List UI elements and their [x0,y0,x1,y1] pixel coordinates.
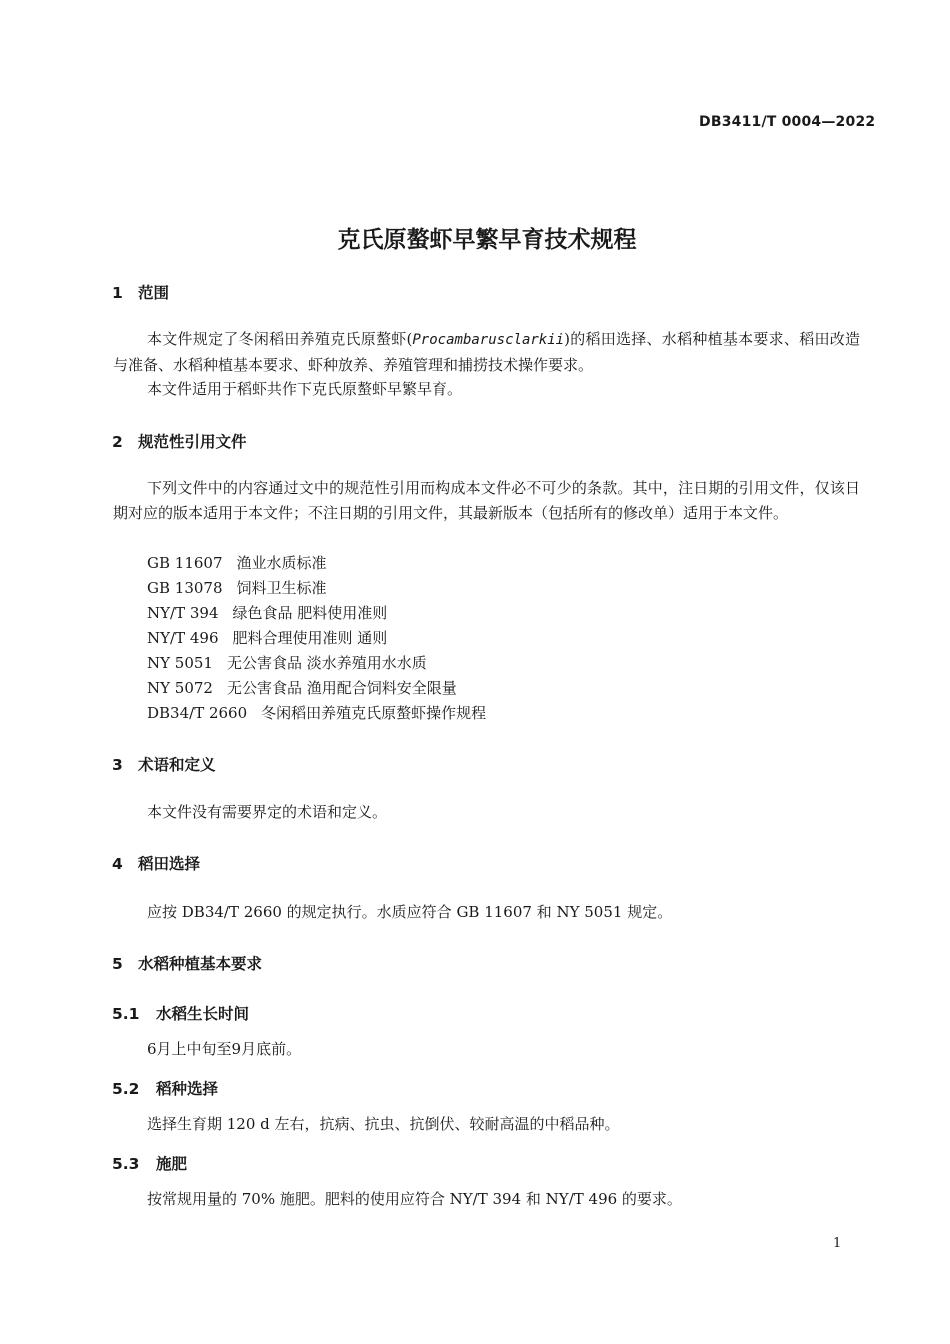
section-number: 3 [112,756,123,774]
section-number: 1 [112,284,123,302]
subsection-5-3-heading [112,1152,187,1174]
reference-name: 绿色食品 肥料使用准则 [232,604,388,622]
subsection-number: 5.1 [112,1005,140,1023]
text-run: 本文件规定了冬闲稻田养殖克氏原螯虾( [147,330,413,348]
subsection-number: 5.2 [112,1080,140,1098]
section-title: 范围 [138,284,170,302]
subsection-number: 5.3 [112,1155,140,1173]
reference-code: NY 5051 [147,654,213,672]
reference-code: NY 5072 [147,679,213,697]
reference-item [147,677,457,698]
reference-code: GB 11607 [147,554,223,572]
section-1-heading [112,281,169,303]
section-title: 稻田选择 [138,855,201,873]
reference-item [147,552,327,573]
reference-code: NY/T 394 [147,604,219,622]
reference-item [147,577,327,598]
reference-item [147,602,387,623]
reference-code: NY/T 496 [147,629,219,647]
section-4-heading [112,852,200,874]
reference-code: DB34/T 2660 [147,704,248,722]
text-run: )的稻田选择、水稻种植基本要求、稻田改造与准备、水稻种植基本要求、虾种放养、养殖管理和捕捞技术操作要求。 [113,330,860,374]
reference-name: 饲料卫生标准 [236,579,327,597]
reference-name: 无公害食品 渔用配合饲料安全限量 [226,679,457,697]
reference-name: 渔业水质标准 [236,554,327,572]
subsection-title: 稻种选择 [156,1080,219,1098]
section-title: 规范性引用文件 [138,433,247,451]
subsection-5-1-paragraph: 6月上中旬至9月底前。 [147,1040,302,1058]
subsection-title: 水稻生长时间 [156,1005,250,1023]
section-title: 术语和定义 [138,756,216,774]
subsection-title: 施肥 [156,1155,188,1173]
subsection-5-3-paragraph: 按常规用量的 70% 施肥。肥料的使用应符合 NY/T 394 和 NY/T 496 的要求。 [147,1190,682,1208]
page-number: 1 [833,1236,842,1251]
subsection-5-2-heading [112,1077,218,1099]
section-5-heading [112,952,262,974]
subsection-5-2-paragraph: 选择生育期 120 d 左右，抗病、抗虫、抗倒伏、较耐高温的中稻品种。 [147,1115,620,1133]
reference-name: 冬闲稻田养殖克氏原螯虾操作规程 [261,704,487,722]
section-1-paragraph-1 [113,327,860,378]
section-number: 4 [112,855,123,873]
section-3-paragraph-1: 本文件没有需要界定的术语和定义。 [147,803,388,821]
section-1-paragraph-2: 本文件适用于稻虾共作下克氏原螯虾早繁早育。 [147,380,463,398]
reference-code: GB 13078 [147,579,223,597]
document-code: DB3411/T 0004—2022 [699,114,876,130]
reference-item [147,627,387,648]
document-title: 克氏原螯虾早繁早育技术规程 [337,227,637,253]
reference-name: 无公害食品 淡水养殖用水水质 [226,654,427,672]
reference-item [147,652,427,673]
section-number: 5 [112,955,123,973]
section-2-paragraph-1: 下列文件中的内容通过文中的规范性引用而构成本文件必不可少的条款。其中，注日期的引用文件，仅该日期对应的版本适用于本文件；不注日期的引用文件，其最新版本（包括所有的修改单）适用于本文件。 [113,479,860,522]
section-title: 水稻种植基本要求 [138,955,263,973]
reference-item [147,702,486,723]
latin-species-name: Procambarusclarkii [412,332,565,348]
section-number: 2 [112,433,123,451]
reference-name: 肥料合理使用准则 通则 [232,629,388,647]
subsection-5-1-heading [112,1002,249,1024]
section-4-paragraph-1: 应按 DB34/T 2660 的规定执行。水质应符合 GB 11607 和 NY 5051 规定。 [147,903,673,921]
section-2-heading [112,430,247,452]
section-3-heading [112,753,216,775]
